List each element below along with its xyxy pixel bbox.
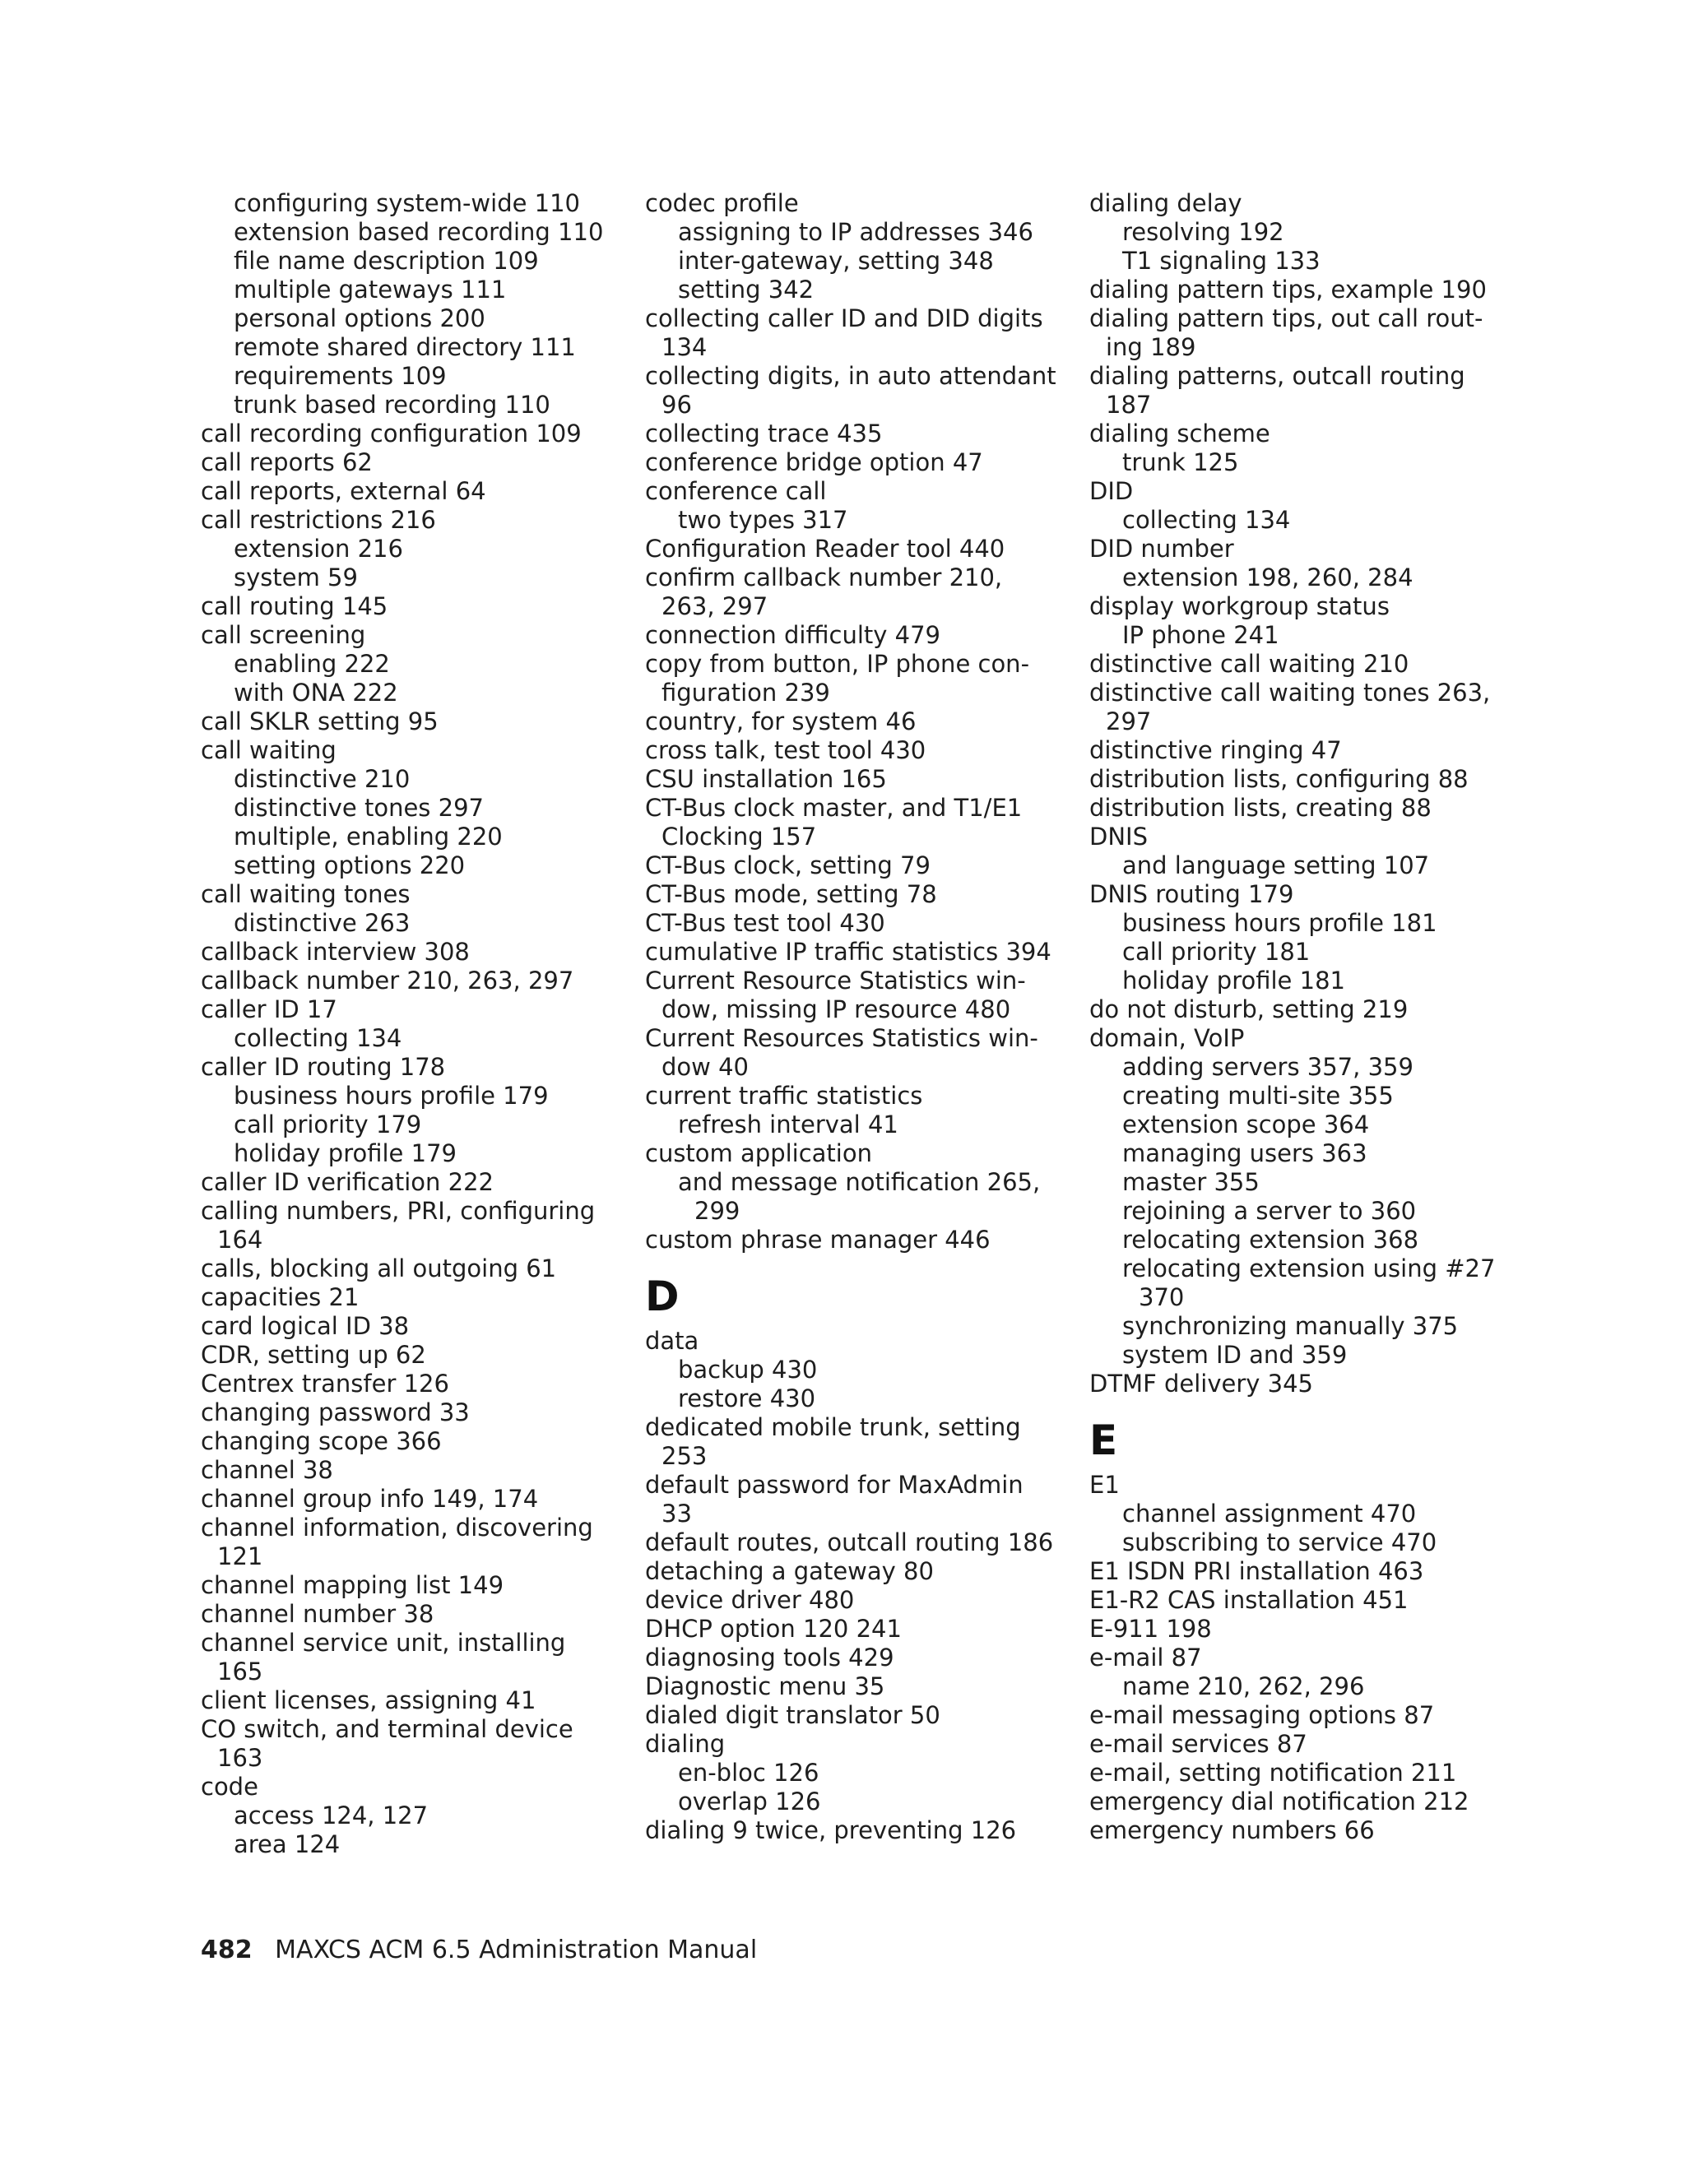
index-entry: channel information, discovering [201, 1514, 593, 1542]
index-entry: distribution lists, configuring 88 [1089, 765, 1469, 793]
index-subentry: overlap 126 [678, 1788, 821, 1815]
index-subentry: trunk based recording 110 [234, 391, 550, 419]
index-entry: collecting trace 435 [645, 420, 883, 447]
index-entry: dialing patterns, outcall routing [1089, 362, 1465, 390]
index-entry: dialing scheme [1089, 420, 1270, 447]
index-subentry: access 124, 127 [234, 1801, 429, 1829]
index-subentry: channel assignment 470 [1122, 1500, 1417, 1528]
index-entry: dialing pattern tips, out call rout- [1089, 304, 1483, 332]
index-entry: cross talk, test tool 430 [645, 736, 926, 764]
index-subentry: relocating extension 368 [1122, 1226, 1419, 1254]
index-subentry: and message notification 265, [678, 1168, 1041, 1196]
index-subentry: inter-gateway, setting 348 [678, 247, 994, 275]
index-entry: caller ID 17 [201, 995, 337, 1023]
index-entry: collecting digits, in auto attendant [645, 362, 1056, 390]
index-subentry: personal options 200 [234, 304, 485, 332]
index-entry: diagnosing tools 429 [645, 1644, 894, 1672]
index-entry: call waiting [201, 736, 337, 764]
index-entry: E-911 198 [1089, 1615, 1212, 1643]
index-entry: channel number 38 [201, 1600, 434, 1628]
index-entry: conference call [645, 477, 827, 505]
index-subentry: name 210, 262, 296 [1122, 1672, 1365, 1700]
index-entry: E1-R2 CAS installation 451 [1089, 1586, 1409, 1614]
index-subentry: area 124 [234, 1830, 341, 1858]
index-entry: distinctive ringing 47 [1089, 736, 1342, 764]
index-entry: confirm callback number 210, [645, 563, 1003, 591]
index-entry: dialing [645, 1730, 726, 1758]
index-subentry: extension 198, 260, 284 [1122, 563, 1413, 591]
index-entry: call reports 62 [201, 448, 373, 476]
index-subentry: collecting 134 [1122, 506, 1291, 534]
index-subentry: holiday profile 179 [234, 1139, 457, 1167]
index-entry: dialing 9 twice, preventing 126 [645, 1816, 1017, 1844]
index-entry-continuation: dow, missing IP resource 480 [661, 995, 1011, 1023]
index-subentry: rejoining a server to 360 [1122, 1197, 1417, 1225]
index-entry: CO switch, and terminal device [201, 1715, 573, 1743]
index-subentry: synchronizing manually 375 [1122, 1312, 1459, 1340]
index-entry: connection difficulty 479 [645, 621, 940, 649]
index-subentry: multiple gateways 111 [234, 276, 507, 304]
index-entry: distinctive call waiting 210 [1089, 650, 1409, 678]
index-subentry: system 59 [234, 563, 358, 591]
index-entry: distribution lists, creating 88 [1089, 794, 1432, 822]
index-entry: CT-Bus clock master, and T1/E1 [645, 794, 1023, 822]
index-entry: domain, VoIP [1089, 1024, 1245, 1052]
index-entry-continuation: 164 [217, 1226, 263, 1254]
index-subentry: resolving 192 [1122, 218, 1284, 246]
page-number: 482 [201, 1936, 253, 1964]
index-entry: distinctive call waiting tones 263, [1089, 679, 1491, 707]
index-entry: emergency numbers 66 [1089, 1816, 1375, 1844]
index-entry: call reports, external 64 [201, 477, 486, 505]
index-subentry: with ONA 222 [234, 679, 398, 707]
index-entry: client licenses, assigning 41 [201, 1686, 536, 1714]
index-column-3 [1089, 189, 1501, 1845]
index-entry: collecting caller ID and DID digits [645, 304, 1043, 332]
index-entry: dialing delay [1089, 189, 1242, 217]
index-subentry: en-bloc 126 [678, 1759, 819, 1787]
index-subentry: distinctive 210 [234, 765, 411, 793]
index-subentry: requirements 109 [234, 362, 447, 390]
index-entry: DID number [1089, 535, 1234, 563]
index-subentry: backup 430 [678, 1356, 818, 1384]
index-entry: device driver 480 [645, 1586, 855, 1614]
index-entry: DTMF delivery 345 [1089, 1370, 1313, 1398]
index-entry: Diagnostic menu 35 [645, 1672, 885, 1700]
index-subentry: call priority 181 [1122, 938, 1311, 966]
index-subentry: holiday profile 181 [1122, 967, 1345, 995]
index-entry: Centrex transfer 126 [201, 1370, 449, 1398]
index-entry: CT-Bus clock, setting 79 [645, 851, 931, 879]
index-subentry: setting options 220 [234, 851, 466, 879]
index-entry: detaching a gateway 80 [645, 1557, 934, 1585]
section-letter-heading: E [1089, 1417, 1118, 1464]
index-entry: caller ID verification 222 [201, 1168, 494, 1196]
index-entry: Current Resources Statistics win- [645, 1024, 1038, 1052]
index-column-2 [645, 189, 1056, 1845]
index-entry: DID [1089, 477, 1134, 505]
index-entry-continuation: dow 40 [661, 1053, 749, 1081]
index-entry: display workgroup status [1089, 592, 1390, 620]
index-column-1 [201, 189, 604, 1859]
index-subentry: master 355 [1122, 1168, 1260, 1196]
index-entry-continuation: 370 [1139, 1283, 1185, 1311]
index-entry: E1 ISDN PRI installation 463 [1089, 1557, 1424, 1585]
index-entry: call restrictions 216 [201, 506, 436, 534]
index-entry: current traffic statistics [645, 1082, 923, 1110]
index-subentry: collecting 134 [234, 1024, 402, 1052]
index-entry: card logical ID 38 [201, 1312, 410, 1340]
index-entry: custom application [645, 1139, 872, 1167]
index-entry-continuation: 121 [217, 1542, 263, 1570]
index-entry-continuation: Clocking 157 [661, 823, 817, 851]
index-subentry: assigning to IP addresses 346 [678, 218, 1033, 246]
index-entry: calling numbers, PRI, configuring [201, 1197, 596, 1225]
index-entry: CSU installation 165 [645, 765, 887, 793]
index-subentry: relocating extension using #27 [1122, 1254, 1496, 1282]
index-subentry: trunk 125 [1122, 448, 1239, 476]
index-entry: CT-Bus mode, setting 78 [645, 880, 937, 908]
index-entry-continuation: 253 [661, 1442, 708, 1470]
index-entry: DHCP option 120 241 [645, 1615, 902, 1643]
index-entry: dedicated mobile trunk, setting [645, 1413, 1021, 1441]
index-entry: capacities 21 [201, 1283, 360, 1311]
index-entry: conference bridge option 47 [645, 448, 983, 476]
index-entry: codec profile [645, 189, 799, 217]
index-entry: call SKLR setting 95 [201, 707, 439, 735]
index-subentry: creating multi-site 355 [1122, 1082, 1394, 1110]
index-subentry: subscribing to service 470 [1122, 1528, 1437, 1556]
index-subentry: configuring system-wide 110 [234, 189, 581, 217]
index-entry-continuation: ing 189 [1106, 333, 1196, 361]
page-footer [201, 1936, 757, 1965]
index-subentry: extension 216 [234, 535, 403, 563]
index-subentry: system ID and 359 [1122, 1341, 1348, 1369]
index-subentry: IP phone 241 [1122, 621, 1279, 649]
index-entry: default password for MaxAdmin [645, 1471, 1024, 1499]
book-title: MAXCS ACM 6.5 Administration Manual [275, 1936, 758, 1964]
index-subentry: T1 signaling 133 [1122, 247, 1321, 275]
index-subentry: distinctive 263 [234, 909, 411, 937]
index-subentry: business hours profile 181 [1122, 909, 1437, 937]
index-entry: do not disturb, setting 219 [1089, 995, 1409, 1023]
index-entry-continuation: 263, 297 [661, 592, 768, 620]
index-entry-continuation: 297 [1106, 707, 1152, 735]
index-entry: custom phrase manager 446 [645, 1226, 991, 1254]
index-subentry: setting 342 [678, 276, 815, 304]
index-entry: call waiting tones [201, 880, 411, 908]
index-entry: channel mapping list 149 [201, 1571, 504, 1599]
index-entry: channel service unit, installing [201, 1629, 566, 1657]
index-subentry: distinctive tones 297 [234, 794, 484, 822]
index-entry: call routing 145 [201, 592, 388, 620]
index-entry: Current Resource Statistics win- [645, 967, 1026, 995]
index-entry: emergency dial notification 212 [1089, 1788, 1469, 1815]
index-entry: dialing pattern tips, example 190 [1089, 276, 1487, 304]
index-entry: callback interview 308 [201, 938, 470, 966]
index-entry: calls, blocking all outgoing 61 [201, 1254, 557, 1282]
index-entry: caller ID routing 178 [201, 1053, 446, 1081]
section-letter-heading: D [645, 1273, 680, 1320]
index-subentry: call priority 179 [234, 1111, 422, 1138]
index-entry-continuation: 165 [217, 1658, 263, 1686]
index-subentry: business hours profile 179 [234, 1082, 549, 1110]
index-subentry: restore 430 [678, 1384, 816, 1412]
index-entry: DNIS [1089, 823, 1148, 851]
index-entry-continuation: 33 [661, 1500, 692, 1528]
index-entry: E1 [1089, 1471, 1120, 1499]
index-subentry: adding servers 357, 359 [1122, 1053, 1413, 1081]
index-subentry: extension scope 364 [1122, 1111, 1370, 1138]
index-entry-continuation: figuration 239 [661, 679, 830, 707]
index-entry: CT-Bus test tool 430 [645, 909, 885, 937]
index-entry: changing scope 366 [201, 1427, 442, 1455]
index-entry-continuation: 96 [661, 391, 692, 419]
index-entry: copy from button, IP phone con- [645, 650, 1030, 678]
index-entry: e-mail messaging options 87 [1089, 1701, 1435, 1729]
index-entry-continuation: 134 [661, 333, 708, 361]
index-subentry: multiple, enabling 220 [234, 823, 503, 851]
index-entry: e-mail, setting notification 211 [1089, 1759, 1457, 1787]
index-entry: e-mail 87 [1089, 1644, 1202, 1672]
index-entry-continuation: 163 [217, 1744, 263, 1772]
index-entry-continuation: 187 [1106, 391, 1152, 419]
index-entry: data [645, 1327, 699, 1355]
index-entry: callback number 210, 263, 297 [201, 967, 574, 995]
index-entry: call screening [201, 621, 366, 649]
index-entry: e-mail services 87 [1089, 1730, 1307, 1758]
index-subentry: enabling 222 [234, 650, 390, 678]
index-entry: code [201, 1773, 258, 1801]
index-subentry: extension based recording 110 [234, 218, 604, 246]
index-entry: channel group info 149, 174 [201, 1485, 539, 1513]
index-subentry: refresh interval 41 [678, 1111, 898, 1138]
index-entry: call recording configuration 109 [201, 420, 582, 447]
index-subentry: remote shared directory 111 [234, 333, 576, 361]
index-entry: channel 38 [201, 1456, 333, 1484]
index-entry: country, for system 46 [645, 707, 917, 735]
index-subentry: and language setting 107 [1122, 851, 1430, 879]
index-entry: CDR, setting up 62 [201, 1341, 426, 1369]
index-entry: Configuration Reader tool 440 [645, 535, 1005, 563]
index-entry: default routes, outcall routing 186 [645, 1528, 1054, 1556]
index-entry: dialed digit translator 50 [645, 1701, 940, 1729]
index-entry: DNIS routing 179 [1089, 880, 1294, 908]
index-subentry: two types 317 [678, 506, 848, 534]
index-entry: cumulative IP traffic statistics 394 [645, 938, 1051, 966]
index-subentry: managing users 363 [1122, 1139, 1367, 1167]
index-entry: changing password 33 [201, 1398, 470, 1426]
index-subentry: file name description 109 [234, 247, 539, 275]
index-entry-continuation: 299 [694, 1197, 740, 1225]
